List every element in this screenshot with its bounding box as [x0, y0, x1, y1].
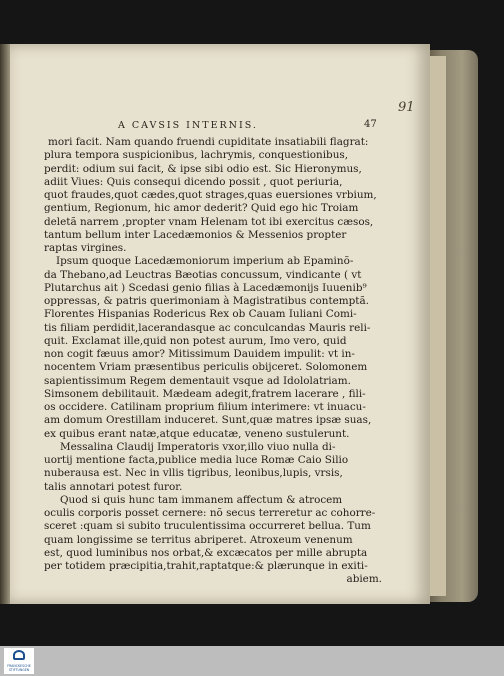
catchword: abiem. [346, 573, 382, 586]
text-line: nuberausa est. Nec in vllis tigribus, leonibus,lupis, vrsis, [44, 467, 343, 480]
text-line: gentium, Regionum, hic amor dederit? Quid ego hic Troiam [44, 202, 359, 215]
logo-caption-line-1: FRANCKESCHE [7, 664, 31, 668]
text-line: quam longissime se territus abriperet. Atroxeum venenum [44, 533, 353, 546]
text-line: tis filiam perdidit,lacerandasque ac conculcandas Mauris reli- [44, 321, 371, 334]
text-line: da Thebano,ad Leuctras Bæotias concussum, vindicante ( vt [44, 268, 362, 281]
logo-caption-line-2: STIFTUNGEN [8, 668, 30, 672]
text-line: deletã narrem ,propter vnam Helenam tot ibi exercitus cæsos, [44, 215, 374, 228]
running-title: A CAVSIS INTERNIS. [118, 120, 258, 131]
text-line: nocentem Vriam præsentibus periculis obijceret. Solomonem [44, 361, 368, 374]
page-edges [430, 56, 446, 596]
text-line: adiit Viues: Quis consequi dicendo possit , quot periuria, [44, 175, 343, 188]
text-line: quit. Exclamat ille,quid non potest aurum, Imo vero, quid [44, 334, 347, 347]
library-logo[interactable] [4, 648, 34, 674]
logo-caption [5, 664, 33, 672]
text-line: Plutarchus ait ) Scedasi genio filias à Lacedæmonijs Iuuenib⁹ [44, 281, 367, 294]
body-text [44, 136, 382, 587]
text-line: sceret :quam si subito truculentissima occurreret bellua. Tum [44, 520, 371, 533]
viewer-footer-bar [0, 646, 504, 676]
text-line: Messalina Claudij Imperatoris vxor,illo viuo nulla di- [60, 440, 336, 453]
text-line: tantum bellum inter Lacedæmonios & Messenios propter [44, 228, 347, 241]
text-line: perdit: odium sui facit, & ipse sibi odio est. Sic Hieronymus, [44, 162, 362, 175]
text-line: uortij mentione facta,publice media luce Romæ Caio Silio [44, 454, 349, 466]
text-line: os occidere. Catilinam proprium filium interimere: vt inuacu- [44, 401, 366, 413]
text-line: am domum Orestillam induceret. Sunt,quæ matres ipsæ suas, [44, 414, 372, 427]
text-line: est, quod luminibus nos orbat,& excæcatos per mille abrupta [44, 546, 368, 559]
text-line: raptas virgines. [44, 242, 127, 254]
text-line: per totidem præcipitia,trahit,raptatque:& plærunque in exiti- [44, 560, 368, 572]
text-line: non cogit fæuus amor? Mitissimum Dauidem impulit: vt in- [44, 348, 355, 360]
library-emblem-icon [13, 650, 25, 660]
text-line: ex quibus erant natæ,atque educatæ, veneno sustulerunt. [44, 427, 350, 440]
text-line: Ipsum quoque Lacedæmoniorum imperium ab Epaminõ- [56, 255, 354, 268]
text-line: sapientissimum Regem dementauit vsque ad Idololatriam. [44, 374, 351, 387]
text-line: quot fraudes,quot cædes,quot strages,quas euersiones vrbium, [44, 189, 377, 201]
text-line: oculis corporis posset cernere: nõ secus terreretur ac cohorre- [44, 507, 376, 519]
text-line: talis annotari potest furor. [44, 480, 183, 493]
text-line: Quod si quis hunc tam immanem affectum & atrocem [60, 493, 343, 506]
page-number: 47 [364, 119, 377, 130]
page-gutter [0, 44, 10, 604]
text-line: oppressas, & patris querimoniam à Magistratibus contemptã. [44, 295, 369, 307]
text-line: plura tempora suspicionibus, lachrymis, conquestionibus, [44, 149, 349, 162]
text-line: mori facit. Nam quando fruendi cupiditate insatiabili flagrat: [48, 136, 369, 148]
book-page [6, 44, 430, 604]
handwritten-folio: 91 [398, 100, 415, 115]
text-line: Simsonem debilitauit. Mædeam adegit,fratrem lacerare , fili- [44, 387, 366, 400]
text-line: Florentes Hispanias Rodericus Rex ob Cauam Iuliani Comi- [44, 308, 357, 321]
